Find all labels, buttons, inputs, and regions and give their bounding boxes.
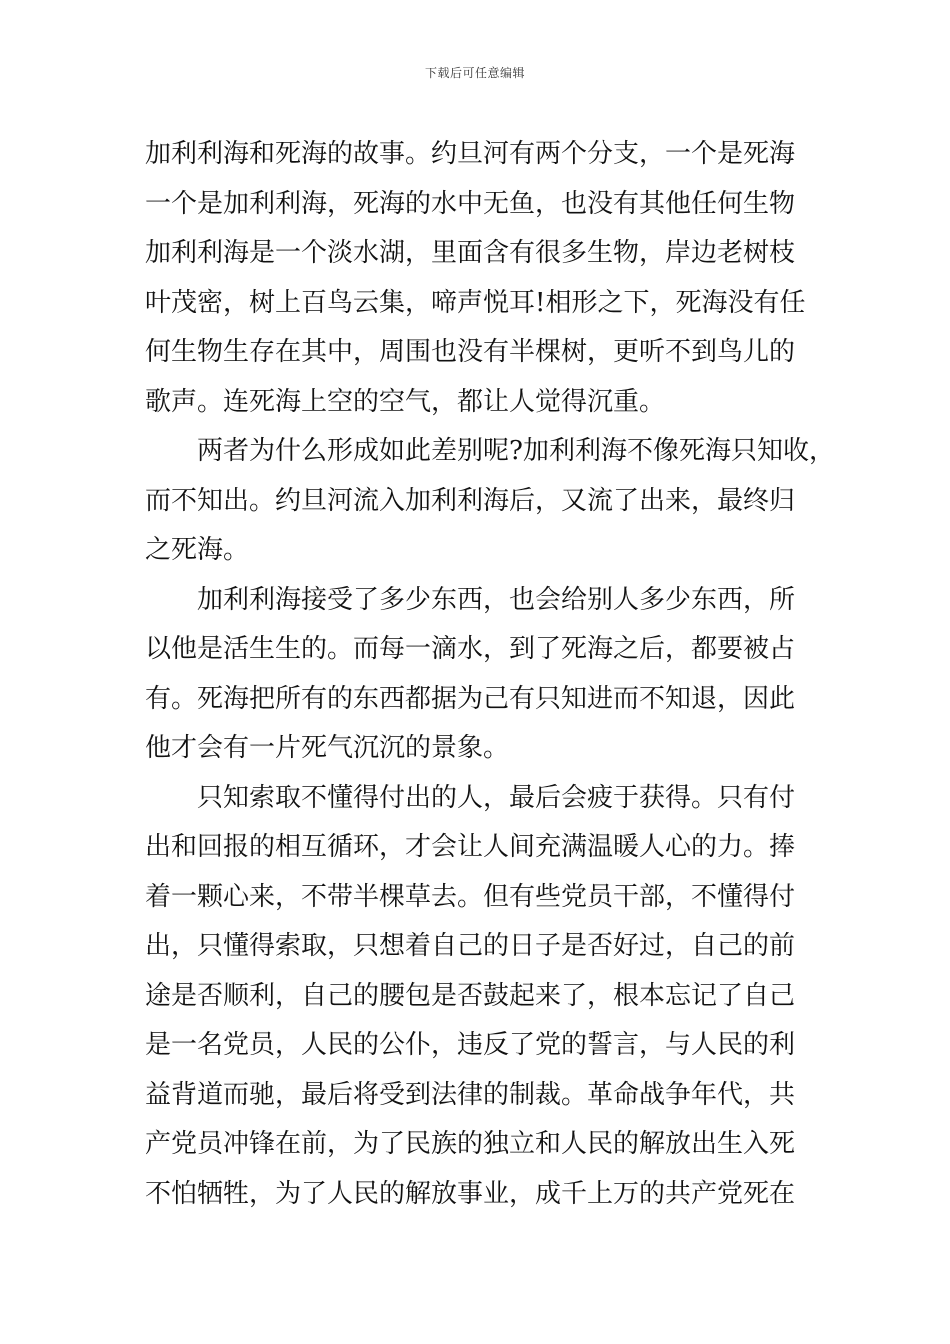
body-text [145,130,835,1219]
page-header: 下载后可任意编辑 [424,66,525,80]
text-line: 一个是加利利海，死海的水中无鱼，也没有其他任何生物 [145,188,796,219]
text-line: 有。死海把所有的东西都据为己有只知进而不知退，因此 [145,683,796,714]
text-line: 之死海。 [145,535,250,565]
text-line: 歌声。连死海上空的空气，都让人觉得沉重。 [145,386,666,417]
text-line: 加利利海是一个淡水湖，里面含有很多生物，岸边老树枝 [145,238,796,268]
paragraph [145,774,820,1220]
text-line: 途是否顺利，自己的腰包是否鼓起来了，根本忘记了自己 [145,980,796,1011]
text-line: 加利利海接受了多少东西，也会给别人多少东西，所 [197,584,796,615]
text-line: 两者为什么形成如此差别呢?加利利海不像死海只知收， [197,436,835,466]
text-line: 以他是活生生的。而每一滴水，到了死海之后，都要被占 [145,634,796,664]
text-line: 叶茂密，树上百鸟云集，啼声悦耳!相形之下，死海没有任 [145,287,806,318]
paragraph [145,130,820,427]
paragraph [145,427,835,576]
text-line: 出和回报的相互循环，才会让人间充满温暖人心的力。捧 [145,832,796,862]
text-line: 加利利海和死海的故事。约旦河有两个分支，一个是死海 [145,139,796,169]
text-line: 出，只懂得索取，只想着自己的日子是否好过，自己的前 [145,931,796,961]
text-line: 着一颗心来，不带半棵草去。但有些党员干部，不懂得付 [145,881,796,912]
text-line: 不怕牺牲，为了人民的解放事业，成千上万的共产党死在 [145,1178,796,1209]
text-line: 是一名党员，人民的公仆，违反了党的誓言，与人民的利 [145,1030,796,1060]
text-line: 何生物生存在其中，周围也没有半棵树，更听不到鸟儿的 [145,337,796,367]
text-line: 益背道而驰，最后将受到法律的制裁。革命战争年代，共 [145,1079,796,1110]
text-line: 只知索取不懂得付出的人，最后会疲于获得。只有付 [197,782,796,813]
text-line: 产党员冲锋在前，为了民族的独立和人民的解放出生入死 [145,1129,796,1159]
text-line: 他才会有一片死气沉沉的景象。 [145,733,510,763]
paragraph [145,576,820,774]
text-line: 而不知出。约旦河流入加利利海后，又流了出来，最终归 [145,485,796,516]
